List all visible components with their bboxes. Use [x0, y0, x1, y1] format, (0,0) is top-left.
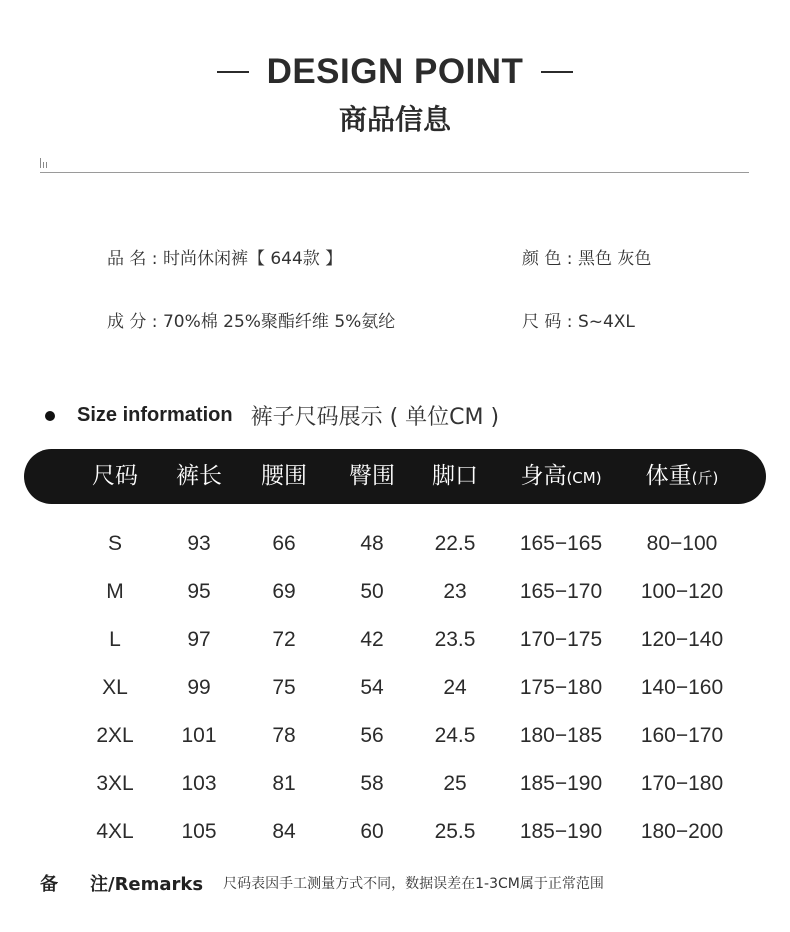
page-header — [0, 52, 790, 138]
table-row — [0, 769, 790, 799]
title-row — [0, 52, 790, 92]
size-title-en: Size information — [77, 404, 233, 426]
table-cell: 101 — [181, 724, 217, 747]
table-header-cell — [520, 449, 601, 504]
table-cell: 24.5 — [434, 724, 476, 747]
table-cell: 103 — [181, 772, 217, 795]
table-cell: 25 — [443, 772, 467, 795]
size-title-cn: 裤子尺码展示 ( 单位CM ) — [250, 405, 500, 430]
table-cell: 50 — [360, 580, 384, 603]
table-row — [0, 817, 790, 847]
table-cell: 185−190 — [519, 772, 603, 795]
title-dash-right — [541, 71, 573, 73]
table-cell: 69 — [272, 580, 296, 603]
table-cell: 4XL — [96, 820, 134, 843]
remarks — [40, 870, 604, 896]
table-cell: 54 — [360, 676, 384, 699]
table-cell: L — [109, 628, 121, 651]
table-cell: 165−165 — [519, 532, 603, 555]
remarks-label-a: 备 — [40, 874, 58, 895]
table-cell: 84 — [272, 820, 296, 843]
table-cell: 66 — [272, 532, 296, 555]
bullet-dot-icon — [45, 411, 55, 421]
product-size-range: 尺 码 : S~4XL — [522, 312, 635, 332]
table-cell: 25.5 — [434, 820, 476, 843]
table-cell: 180−200 — [640, 820, 724, 843]
table-header-cell — [176, 449, 222, 504]
table-cell: 2XL — [96, 724, 134, 747]
table-cell: 75 — [272, 676, 296, 699]
table-cell: XL — [102, 676, 128, 699]
table-cell: 140−160 — [640, 676, 724, 699]
table-header-label: 体重 — [645, 463, 692, 489]
table-cell: 100−120 — [640, 580, 724, 603]
table-header-cell — [261, 449, 307, 504]
table-cell: 72 — [272, 628, 296, 651]
table-cell: 105 — [181, 820, 217, 843]
table-cell: 22.5 — [434, 532, 476, 555]
table-header-label: 臀围 — [349, 463, 395, 489]
page-subtitle: 商品信息 — [338, 103, 451, 136]
table-cell: 170−180 — [640, 772, 724, 795]
table-header-cell — [92, 449, 138, 504]
table-header-cell — [349, 449, 395, 504]
table-cell: 95 — [187, 580, 211, 603]
product-material: 成 分 : 70%棉 25%聚酯纤维 5%氨纶 — [107, 312, 396, 332]
table-cell: 58 — [360, 772, 384, 795]
table-header-cell — [646, 449, 719, 504]
table-cell: 60 — [360, 820, 384, 843]
table-cell: S — [107, 532, 123, 555]
table-row — [0, 529, 790, 559]
table-cell: 48 — [360, 532, 384, 555]
table-cell: 78 — [272, 724, 296, 747]
table-row — [0, 721, 790, 751]
table-cell: 170−175 — [519, 628, 603, 651]
table-cell: 23.5 — [434, 628, 476, 651]
table-cell: M — [106, 580, 124, 603]
title-dash-left — [217, 71, 249, 73]
size-section-heading — [45, 400, 499, 431]
table-cell: 180−185 — [519, 724, 603, 747]
table-header-label: 裤长 — [176, 463, 222, 489]
table-cell: 24 — [443, 676, 467, 699]
table-header-unit: (斤) — [691, 469, 719, 487]
table-row — [0, 673, 790, 703]
table-cell: 120−140 — [640, 628, 724, 651]
table-header-label: 脚口 — [432, 463, 478, 489]
table-cell: 93 — [187, 532, 211, 555]
remarks-text: 尺码表因手工测量方式不同，数据误差在1-3CM属于正常范围 — [223, 876, 604, 892]
table-cell: 99 — [187, 676, 211, 699]
table-cell: 160−170 — [640, 724, 724, 747]
header-divider — [40, 172, 749, 173]
table-cell: 42 — [360, 628, 384, 651]
table-cell: 175−180 — [519, 676, 603, 699]
table-header-label: 身高 — [520, 463, 567, 489]
table-cell: 3XL — [96, 772, 134, 795]
product-name: 品 名 : 时尚休闲裤【 644款 】 — [107, 249, 343, 269]
table-header-unit: (CM) — [566, 469, 602, 487]
table-row — [0, 625, 790, 655]
table-row — [0, 577, 790, 607]
table-cell: 81 — [272, 772, 296, 795]
product-color: 颜 色 : 黑色 灰色 — [522, 249, 652, 269]
page-title: DESIGN POINT — [266, 52, 524, 91]
table-cell: 97 — [187, 628, 211, 651]
remarks-label-b: 注/Remarks — [90, 874, 204, 895]
table-header-cell — [432, 449, 478, 504]
table-cell: 185−190 — [519, 820, 603, 843]
table-cell: 165−170 — [519, 580, 603, 603]
table-cell: 23 — [443, 580, 467, 603]
table-header-label: 腰围 — [261, 463, 307, 489]
table-cell: 80−100 — [646, 532, 718, 555]
table-cell: 56 — [360, 724, 384, 747]
table-header-label: 尺码 — [92, 463, 138, 489]
decorative-bars-icon — [40, 158, 47, 168]
